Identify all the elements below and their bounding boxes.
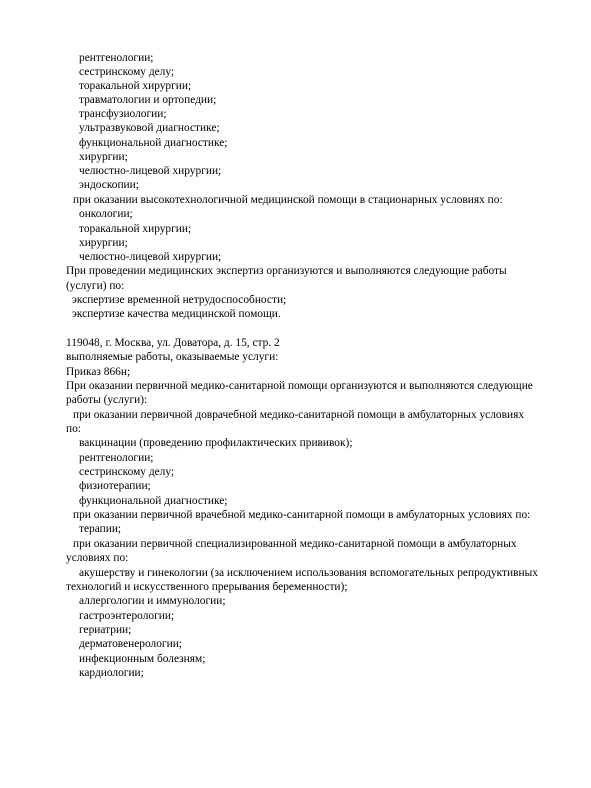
text-line: гериатрии; (79, 624, 132, 636)
text-line: рентгенологии; (79, 452, 154, 464)
text-line: акушерству и гинекологии (за исключением использования вспомогательных репродуктивных (79, 567, 538, 579)
text-line: при оказании высокотехнологичной медицинской помощи в стационарных условиях по: (73, 194, 503, 206)
text-line: трансфузиологии; (79, 108, 167, 120)
text-line: при оказании первичной врачебной медико-санитарной помощи в амбулаторных условиях по: (73, 509, 531, 521)
text-line: инфекционным болезням; (79, 653, 206, 665)
text-line: физиотерапии; (79, 480, 151, 492)
text-line: онкологии; (79, 208, 133, 220)
text-line: (услуги) по: (66, 280, 125, 292)
text-line: экспертизе качества медицинской помощи. (72, 308, 281, 320)
text-line: функциональной диагностике; (79, 495, 228, 507)
text-line: эндоскопии; (79, 179, 139, 191)
text-line: по: (66, 423, 81, 435)
text-line: челюстно-лицевой хирургии; (79, 165, 222, 177)
text-line: гастроэнтерологии; (79, 610, 175, 622)
text-line: рентгенологии; (79, 52, 154, 64)
text-line: челюстно-лицевой хирургии; (79, 251, 222, 263)
text-line: экспертизе временной нетрудоспособности; (72, 294, 287, 306)
text-line: выполняемые работы, оказываемые услуги: (66, 351, 279, 363)
text-line: 119048, г. Москва, ул. Доватора, д. 15, стр. 2 (66, 337, 280, 349)
text-line: вакцинации (проведению профилактических прививок); (79, 437, 353, 449)
text-line: функциональной диагностике; (79, 137, 228, 149)
text-line: сестринскому делу; (79, 466, 175, 478)
text-line: при оказании первичной доврачебной медико-санитарной помощи в амбулаторных условиях (73, 409, 525, 421)
text-line: кардиологии; (79, 667, 144, 679)
text-line: торакальной хирургии; (79, 223, 192, 235)
text-line: При оказании первичной медико-санитарной помощи организуются и выполняются следующие (66, 380, 533, 392)
text-line: сестринскому делу; (79, 66, 175, 78)
text-line: торакальной хирургии; (79, 80, 192, 92)
text-line: ультразвуковой диагностике; (79, 122, 220, 134)
text-line: хирургии; (79, 151, 128, 163)
text-line: травматологии и ортопедии; (79, 94, 217, 106)
text-line: при оказании первичной специализированной медико-санитарной помощи в амбулаторных (73, 538, 517, 550)
text-line: технологий и искусственного прерывания беременности); (66, 581, 348, 593)
text-line: аллергологии и иммунологии; (79, 595, 226, 607)
text-line: Приказ 866н; (66, 366, 131, 378)
text-line: При проведении медицинских экспертиз организуются и выполняются следующие работы (66, 265, 507, 277)
text-line: терапии; (79, 523, 122, 535)
text-line: условиях по: (66, 552, 129, 564)
text-line: работы (услуги): (66, 394, 148, 406)
text-line: хирургии; (79, 237, 128, 249)
text-line: дерматовенерологии; (79, 638, 182, 650)
